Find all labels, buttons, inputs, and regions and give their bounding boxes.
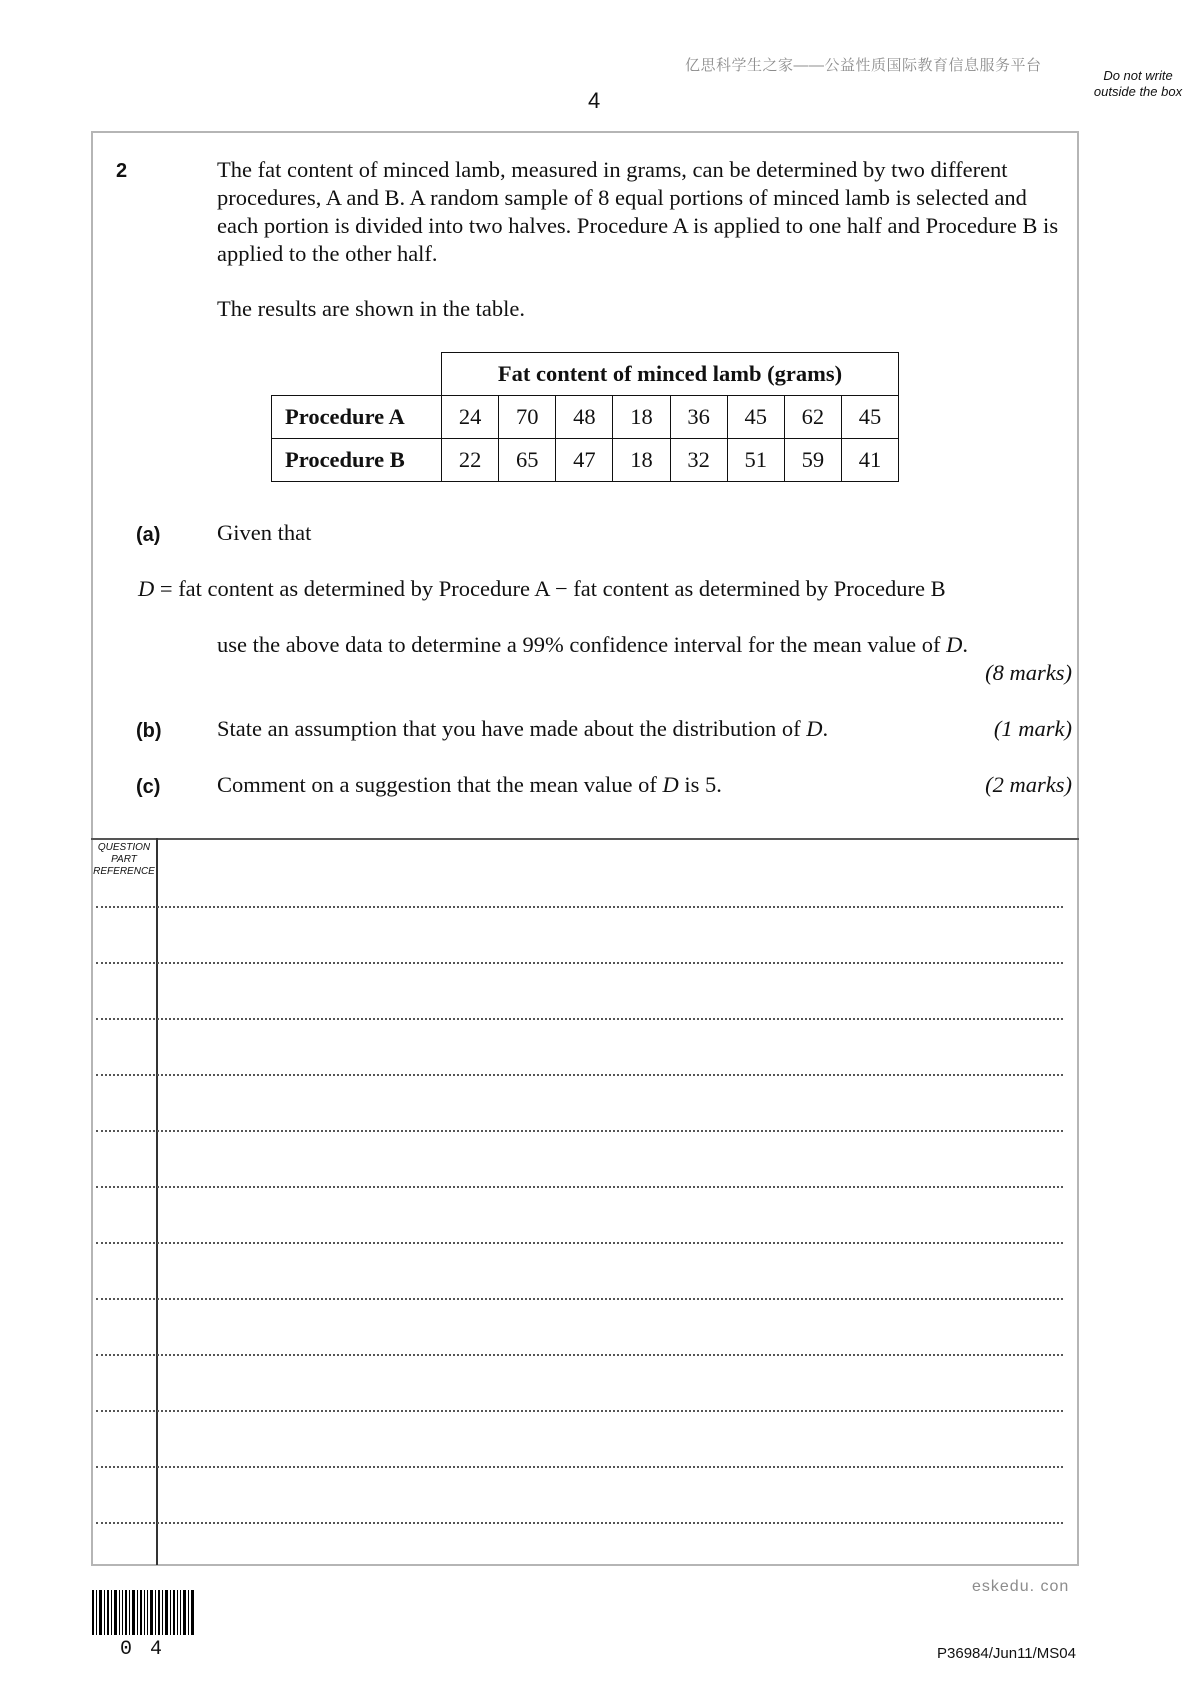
fat-content-table [271, 352, 899, 482]
table-cell: 59 [784, 439, 841, 482]
part-c-end: is 5. [678, 772, 722, 797]
barcode-icon [92, 1590, 194, 1635]
part-b-marks: (1 mark) [993, 716, 1072, 741]
variable-d: D [138, 576, 155, 601]
table-cell: 36 [670, 396, 727, 439]
reference-column-divider [156, 838, 158, 1565]
table-cell: 32 [670, 439, 727, 482]
question-part-reference-label: QUESTION PART REFERENCE [93, 842, 155, 877]
question-number: 2 [116, 160, 128, 182]
table-header-row [272, 353, 899, 396]
definition-text: = fat content as determined by Procedure A − fat content as determined by Procedure B [154, 576, 946, 601]
margin-note: Do not write outside the box [1093, 68, 1183, 99]
results-intro: The results are shown in the table. [217, 296, 526, 321]
instruction-end: . [962, 632, 968, 657]
answer-line[interactable] [96, 962, 1063, 964]
header-watermark: 亿思科学生之家——公益性质国际教育信息服务平台 [685, 57, 1042, 74]
answer-line[interactable] [96, 1466, 1063, 1468]
variable-d: D [946, 632, 963, 657]
table-cell: 48 [556, 396, 613, 439]
table-caption: Fat content of minced lamb (grams) [442, 353, 899, 396]
table-corner [272, 353, 442, 396]
table-cell: 24 [442, 396, 499, 439]
table-cell: 51 [727, 439, 784, 482]
table-cell: 45 [727, 396, 784, 439]
variable-d: D [806, 716, 823, 741]
answer-line[interactable] [96, 1186, 1063, 1188]
table-cell: 22 [442, 439, 499, 482]
part-b-label: (b) [136, 720, 162, 742]
answer-line[interactable] [96, 1298, 1063, 1300]
answer-area-divider [91, 838, 1079, 840]
row-label: Procedure A [272, 396, 442, 439]
table-row-procedure-a [272, 396, 899, 439]
table-row-procedure-b [272, 439, 899, 482]
part-c-text [217, 772, 722, 798]
answer-line[interactable] [96, 1242, 1063, 1244]
question-text: The fat content of minced lamb, measured in grams, can be determined by two different procedures, A and B. A random sample of 8 equal portions of minced lamb is selected and each portion is divided into two halves. Procedure A is applied to one half and Procedure B is applied to the other half. [217, 157, 1059, 266]
part-c-marks: (2 marks) [985, 772, 1072, 797]
part-c-body: Comment on a suggestion that the mean value of [217, 772, 663, 797]
part-b-text [217, 716, 828, 742]
page-number: 4 [588, 88, 601, 113]
part-a-marks: (8 marks) [985, 660, 1072, 685]
table-cell: 62 [784, 396, 841, 439]
part-b-end: . [822, 716, 829, 741]
answer-line[interactable] [96, 1018, 1063, 1020]
table-cell: 18 [613, 439, 670, 482]
answer-line[interactable] [96, 1074, 1063, 1076]
part-a-label: (a) [136, 524, 161, 546]
part-b-body: State an assumption that you have made about the distribution of [217, 716, 807, 741]
part-c-label: (c) [136, 776, 161, 798]
row-label: Procedure B [272, 439, 442, 482]
answer-line[interactable] [96, 1410, 1063, 1412]
table-cell: 65 [499, 439, 556, 482]
part-a-instruction [217, 632, 968, 658]
answer-line[interactable] [96, 906, 1063, 908]
answer-line[interactable] [96, 1354, 1063, 1356]
answer-line[interactable] [96, 1522, 1063, 1524]
table-cell: 70 [499, 396, 556, 439]
table-cell: 18 [613, 396, 670, 439]
part-a-intro: Given that [217, 520, 312, 545]
table-cell: 47 [556, 439, 613, 482]
footer-watermark: eskedu. con [972, 1578, 1070, 1595]
barcode-digits: 04 [120, 1638, 181, 1661]
paper-reference: P36984/Jun11/MS04 [937, 1645, 1076, 1662]
variable-d: D [662, 772, 679, 797]
table-cell: 41 [841, 439, 898, 482]
table-cell: 45 [841, 396, 898, 439]
question-frame [91, 131, 1079, 1566]
answer-line[interactable] [96, 1130, 1063, 1132]
part-a-definition [138, 576, 946, 602]
instruction-text: use the above data to determine a 99% confidence interval for the mean value of [217, 632, 947, 657]
